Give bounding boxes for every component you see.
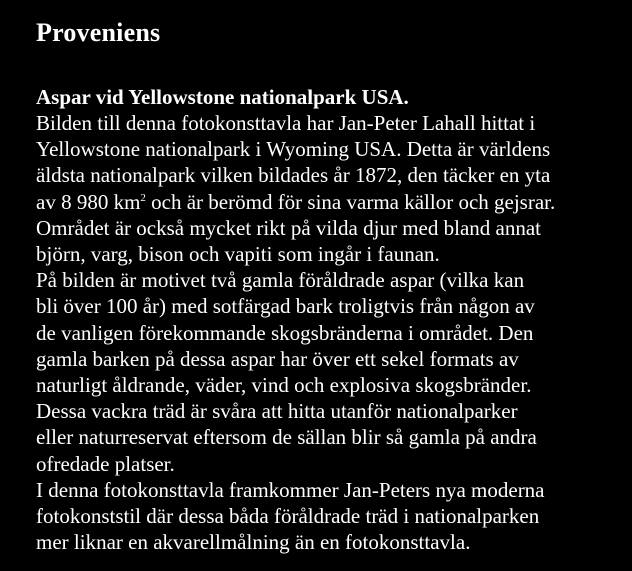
body-text	[36, 110, 618, 555]
text-line: Yellowstone nationalpark i Wyoming USA. Detta är världens	[36, 137, 551, 162]
text-line: fotokonststil där dessa båda föråldrade träd i nationalparken	[36, 504, 540, 529]
superscript: 2	[140, 191, 146, 204]
text-line: I denna fotokonsttavla framkommer Jan-Peters nya moderna	[36, 477, 545, 502]
text-line	[36, 189, 618, 215]
text-line: bli över 100 år) med sotfärgad bark troligtvis från någon av	[36, 294, 535, 319]
text-line: På bilden är motivet två gamla föråldrade aspar (vilka kan	[36, 268, 525, 293]
text-line: björn, varg, bison och vapiti som ingår i faunan.	[36, 242, 440, 267]
section-heading: Aspar vid Yellowstone nationalpark USA.	[36, 85, 409, 109]
text-line: mer liknar en akvarellmålning än en fotokonsttavla.	[36, 530, 471, 555]
text-line: gamla barken på dessa aspar har över ett sekel formats av	[36, 346, 519, 371]
text-line: de vanligen förekommande skogsbränderna i området. Den	[36, 320, 534, 345]
text-fragment: av 8 980 km	[36, 189, 141, 214]
text-line: eller naturreservat eftersom de sällan blir så gamla på andra	[36, 425, 537, 450]
text-line: naturligt åldrande, väder, vind och explosiva skogsbränder.	[36, 373, 532, 398]
text-line: Bilden till denna fotokonsttavla har Jan-Peter Lahall hittat i	[36, 111, 536, 135]
text-line: Dessa vackra träd är svåra att hitta utanför nationalparker	[36, 399, 518, 424]
text-line: ofredade platser.	[36, 451, 175, 476]
page-title: Proveniens	[36, 18, 161, 47]
text-line: Området är också mycket rikt på vilda djur med bland annat	[36, 215, 541, 240]
text-fragment: och är berömd för sina varma källor och gejsrar.	[145, 189, 556, 214]
text-line: äldsta nationalpark vilken bildades år 1872, den täcker en yta	[36, 163, 551, 188]
